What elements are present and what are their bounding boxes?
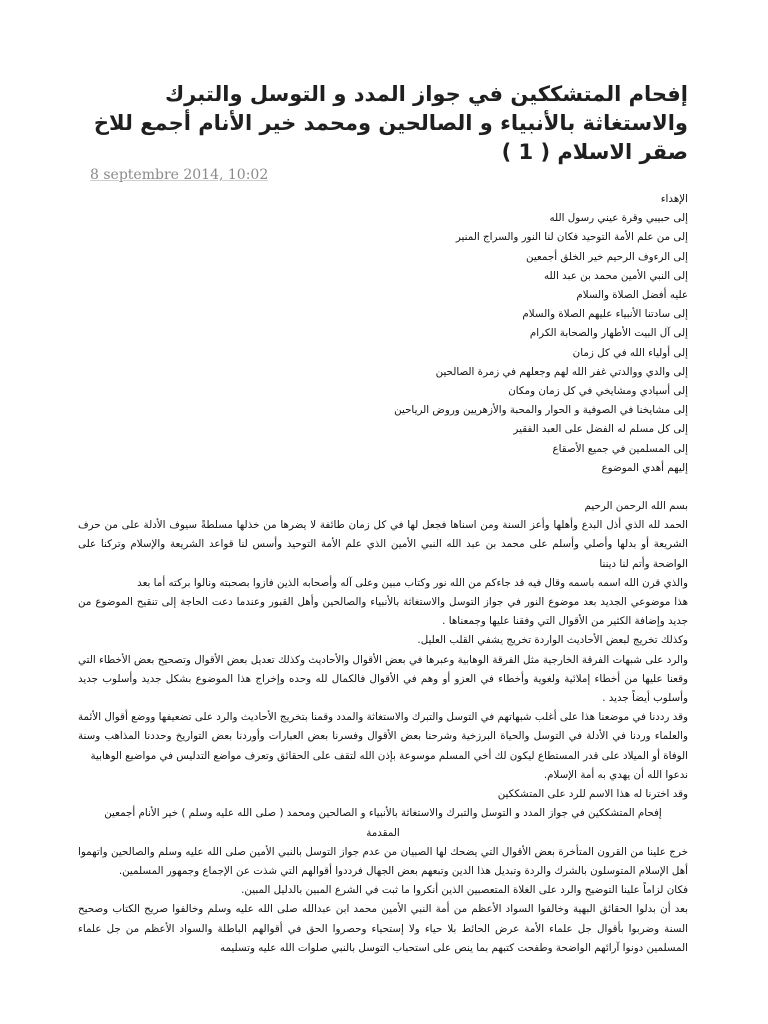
dedication-line: إلى المسلمين في جميع الأصقاع (552, 442, 688, 455)
dedication-line: إلى كل مسلم له الفضل على العبد الفقير (513, 423, 688, 436)
body-paragraph: بعد أن بدلوا الحقائق البهية وخالفوا السواد الأعظم من أمة النبي الأمين محمد ابن عبدالله صلى الله عليه وسلم وخالفوا صريح الكتاب وصحيح السنة وضربوا بأقوال جل علماء الأمة عرض الحائط بلا حياء ولا إستحياء وحصروا الحق في أقوالهم الباطلة والسواد الأعظم من جل علماء المسلمين دونوا آرائهم الواضحة وطفحت كتبهم بما ينص على استحباب التوسل بالنبي صلوات الله عليه وتسليمه (78, 903, 688, 954)
dedication-line: إلى أسيادي ومشايخي في كل زمان ومكان (508, 385, 688, 398)
dedication-line: إلى الرءوف الرحيم خير الخلق أجمعين (525, 250, 688, 263)
dedication-line: إلى مشايخنا في الصوفية و الحوار والمحبة والأزهريين وروض الرياحين (394, 404, 688, 417)
body-paragraph: هذا موضوعي الجديد بعد موضوع النور في جواز التوسل والاستغاثة بالأنبياء والصالحين وأهل القبور وعندما دعت الحاجة إلى تنقيح الموضوع من جديد وإضافة الكثير من الأقوال التي وفقنا عليها وجمعناها . (78, 596, 688, 628)
dedication-line: عليه أفضل الصلاة والسلام (576, 289, 688, 302)
body-paragraph: وكذلك تخريج لبعض الأحاديث الواردة تخريج يشفي القلب العليل. (417, 634, 688, 647)
dedication-line: إلى من علم الأمة التوحيد فكان لنا النور والسراج المنير (455, 231, 688, 244)
article (78, 80, 688, 958)
dedication-line: إلى النبي الأمين محمد بن عبد الله (543, 269, 688, 282)
dedication-line: إلى سادتنا الأنبياء عليهم الصلاة والسلام (522, 308, 688, 321)
body-paragraph: خرج علينا من القرون المتأخرة بعض الأقوال التي يضحك لها الصبيان من عدم جواز التوسل بالنبي الأمين صلى الله عليه وسلم والصالحين واتهموا أهل الإسلام المتوسلون بالشرك والردة وتبديل هذا الدين وتبعهم بعض الجهال فرددوا أقوالهم التي شذت عن الإجماع وجمهور المسلمين. (78, 845, 688, 877)
article-body (78, 497, 688, 958)
body-paragraph: والذي قرن الله اسمه باسمه وقال فيه قد جاءكم من الله نور وكتاب مبين وعلى آله وأصحابه الذين فازوا بصحبته ونالوا بركته أما بعد (137, 576, 688, 589)
introduction-heading: المقدمة (366, 826, 400, 839)
body-paragraph: وقد اخترنا له هذا الاسم للرد على المتشككين (497, 788, 688, 801)
dedication-line: إلى والدي ووالدتي غفر الله لهم وجعلهم في زمرة الصالحين (435, 365, 688, 378)
basmala: بسم الله الرحمن الرحيم (584, 500, 688, 513)
dedication-line: إلى آل البيت الأطهار والصحابة الكرام (529, 327, 688, 340)
article-date[interactable]: 8 septembre 2014, 10:02 (90, 167, 269, 183)
body-paragraph: والرد على شبهات الفرقة الخارجية مثل الفرقة الوهابية وعبرها في بعض الأقوال والأحاديث وكذلك تعديل بعض الأقوال وتصحيح بعض الأخطاء التي وقعنا عليها من أخطاء إملائية ولغوية وأخطاء في العزو أو وهم في الأقوال فالكمال لله وحده وإخراج هذا الموضوع بشكل جديد وأسلوب جديد وأسلوب أيضاً جديد . (78, 653, 688, 705)
body-paragraph: ندعوا الله أن يهدي به أمة الإسلام. (543, 768, 688, 781)
dedication-line: إليهم أهدي الموضوع (601, 461, 688, 474)
article-title: إفحام المتشككين في جواز المدد و التوسل والتبرك والاستغاثة بالأنبياء و الصالحين ومحمد خير الأنام أجمع للاخ صقر الاسلام ( 1 ) (93, 82, 688, 164)
body-paragraph: فكان لزاماً علينا التوضيح والرد على الغلاة المتعصبين الذين أنكروا ما ثبت في الشرع المبين بالدليل المبين. (241, 884, 688, 897)
section-spacer (78, 478, 688, 497)
dedication-heading: الإهداء (660, 193, 688, 205)
body-paragraph: الحمد لله الذي أذل البدع وأهلها وأعز السنة ومن اسناها فجعل لها في كل زمان طائفة لا يضرها من خذلها مسلطةً سيوف الأدلة على من حرف الشريعة أو بدلها وأصلي وأسلم على محمد بن عبد الله النبي الأمين الذي علم الأمة التوحيد وأسس لنا قواعد الشريعة والإسلام وتركنا على الواضحة وأتم لنا ديننا (78, 519, 688, 570)
dedication-line: إلى حبيبي وقرة عيني رسول الله (549, 212, 688, 225)
body-paragraph: وقد رددنا في موضعنا هذا على أغلب شبهاتهم في التوسل والتبرك والاستغاثة والمدد وقمنا بتخريج الأحاديث والرد على تضعيفها ووضع أقوال الأئمة والعلماء وردنا في الأدلة في التوسل والحياة البرزخية وشرحنا بعض الأقوال وفسرنا بعض العبارات وأوردنا بعض التواريخ وحددنا المذاهب وسنة الوفاة أو الميلاد على قدر المستطاع ليكون لك أخي المسلم موسوعة بإذن الله لتقف على الحقائق وتعرف مواضع التدليس في مواضيع الوهابية (78, 711, 688, 762)
dedication-section (78, 190, 688, 478)
book-title-line: إفحام المتشككين في جواز المدد و التوسل والتبرك والاستغاثة بالأنبياء و الصالحين ومحمد ( صلى الله عليه وسلم ) خير الأنام أجمعين (104, 807, 662, 820)
dedication-line: إلى أولياء الله في كل زمان (572, 346, 688, 359)
